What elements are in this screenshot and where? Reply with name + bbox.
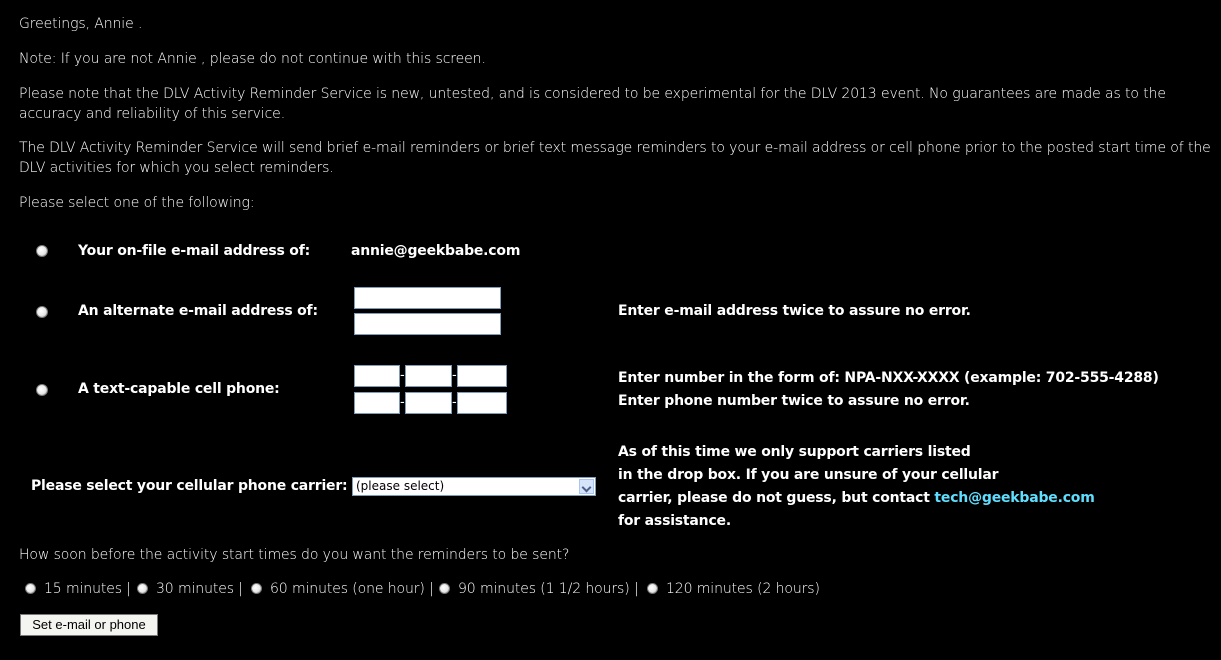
- contact-email-link[interactable]: tech@geekbabe.com: [934, 490, 1095, 506]
- description-text: The DLV Activity Reminder Service will send brief e-mail reminders or brief text message reminders to your e-mail address or cell phone prior to the posted start time of the DLV activities for which you select reminders.: [19, 140, 1211, 176]
- timing-120-radio[interactable]: [647, 583, 658, 594]
- timing-30-radio[interactable]: [137, 583, 148, 594]
- timing-90-label: 90 minutes (1 1/2 hours) |: [458, 581, 639, 597]
- alternate-email-hint: Enter e-mail address twice to assure no error.: [618, 303, 971, 319]
- alternate-email-input[interactable]: [354, 287, 501, 309]
- carrier-note-text: carrier, please do not guess, but contact: [618, 490, 930, 506]
- timing-30-label: 30 minutes |: [156, 581, 243, 597]
- phone-format-hint: Enter number in the form of: NPA-NXX-XXXX (example: 702-555-4288): [618, 370, 1159, 386]
- alternate-email-label: An alternate e-mail address of:: [78, 303, 318, 319]
- phone-twice-hint: Enter phone number twice to assure no error.: [618, 393, 970, 409]
- onfile-email-label: Your on-file e-mail address of:: [78, 243, 311, 259]
- phone-separator: -: [400, 395, 405, 410]
- phone-separator: -: [452, 368, 457, 383]
- disclaimer-text: Please note that the DLV Activity Reminder Service is new, untested, and is considered to be experimental for the DLV 2013 event. No guarantees are made as to the accuracy and reliability of this service.: [19, 86, 1166, 122]
- phone-line-confirm-input[interactable]: [457, 392, 507, 414]
- phone-separator: -: [400, 368, 405, 383]
- greeting-text: Greetings, Annie .: [19, 16, 143, 32]
- chevron-down-icon[interactable]: [579, 479, 594, 494]
- carrier-note-line: for assistance.: [618, 513, 731, 529]
- carrier-note-line: [618, 488, 1178, 508]
- timing-question: How soon before the activity start times do you want the reminders to be sent?: [19, 547, 570, 563]
- set-email-or-phone-button[interactable]: Set e-mail or phone: [20, 614, 158, 636]
- carrier-selected-value: (please select): [356, 479, 445, 493]
- phone-prefix-confirm-input[interactable]: [405, 392, 452, 414]
- timing-60-radio[interactable]: [251, 583, 262, 594]
- carrier-note-line: in the drop box. If you are unsure of your cellular: [618, 467, 999, 483]
- phone-prefix-input[interactable]: [405, 365, 452, 387]
- carrier-select[interactable]: [352, 477, 596, 496]
- phone-line-input[interactable]: [457, 365, 507, 387]
- alternate-email-radio[interactable]: [36, 306, 48, 318]
- phone-area-code-input[interactable]: [354, 365, 400, 387]
- alternate-email-confirm-input[interactable]: [354, 313, 501, 335]
- timing-90-radio[interactable]: [439, 583, 450, 594]
- carrier-note-line: As of this time we only support carriers listed: [618, 444, 971, 460]
- phone-area-code-confirm-input[interactable]: [354, 392, 400, 414]
- timing-120-label: 120 minutes (2 hours): [666, 581, 820, 597]
- timing-15-label: 15 minutes |: [44, 581, 131, 597]
- cell-phone-radio[interactable]: [36, 384, 48, 396]
- cell-phone-label: A text-capable cell phone:: [78, 381, 280, 397]
- onfile-email-value: annie@geekbabe.com: [351, 243, 521, 259]
- carrier-label: Please select your cellular phone carrier:: [31, 478, 348, 494]
- timing-60-label: 60 minutes (one hour) |: [270, 581, 434, 597]
- timing-15-radio[interactable]: [25, 583, 36, 594]
- note-text: Note: If you are not Annie , please do not continue with this screen.: [19, 51, 486, 67]
- phone-separator: -: [452, 395, 457, 410]
- select-prompt: Please select one of the following:: [19, 195, 255, 211]
- onfile-email-radio[interactable]: [36, 245, 48, 257]
